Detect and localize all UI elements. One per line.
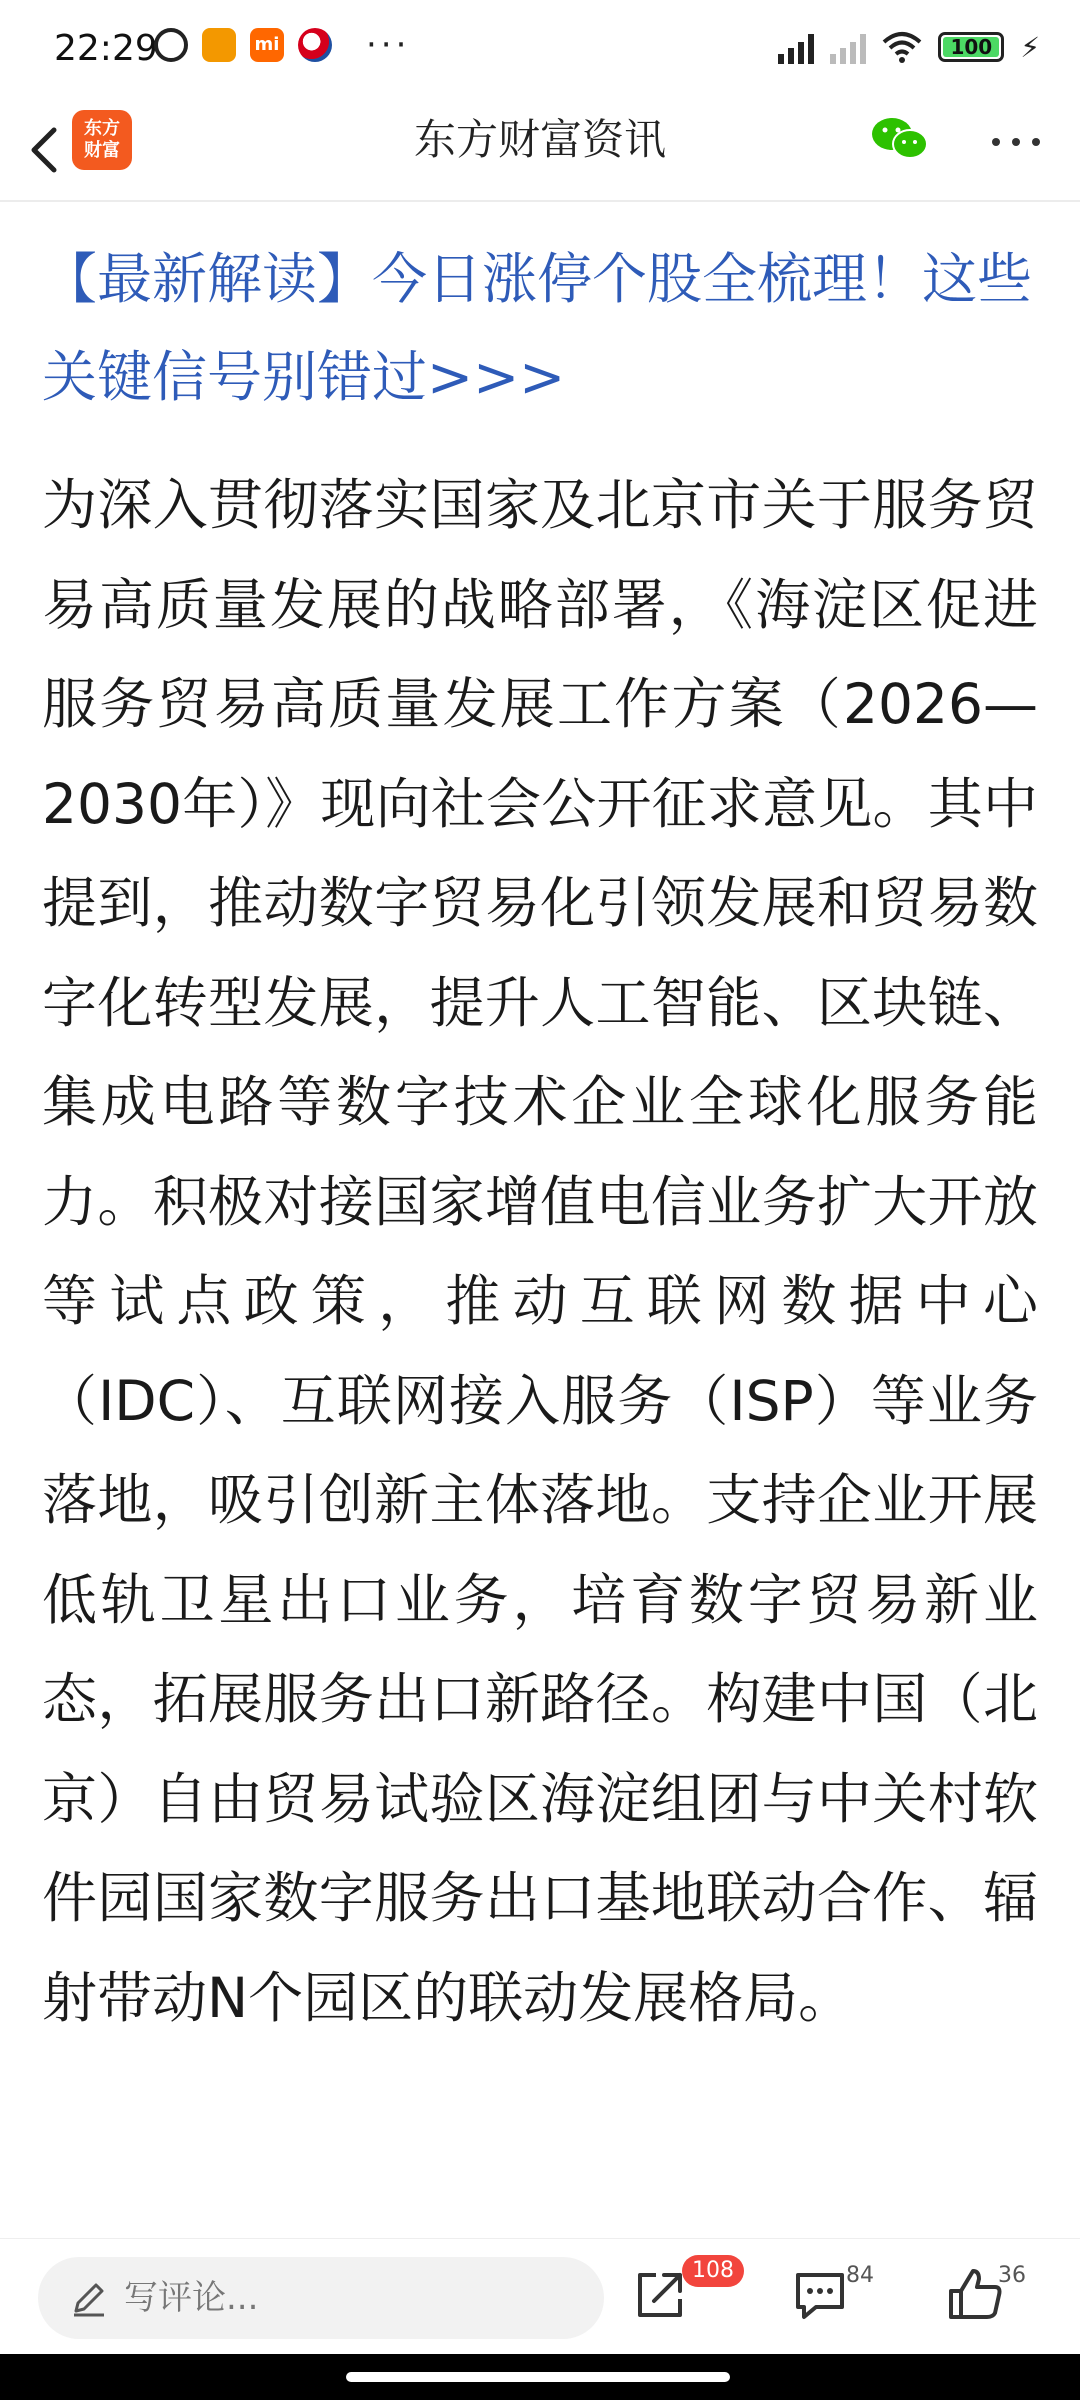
status-right-icons: [778, 30, 1040, 64]
mi-app-icon: mi: [250, 28, 284, 62]
charging-icon: ⚡: [1020, 30, 1040, 64]
battery-level: 100: [950, 35, 993, 59]
status-time: 22:29: [54, 28, 158, 69]
pencil-icon: [70, 2279, 108, 2317]
battery-icon: [938, 32, 1004, 62]
share-button[interactable]: [630, 2265, 690, 2325]
logo-text-line1: 东方: [84, 118, 120, 139]
more-notifications-icon: ···: [366, 25, 411, 65]
comment-count: 84: [846, 2263, 874, 2288]
like-count: 36: [998, 2263, 1026, 2288]
status-bar: [0, 0, 1080, 100]
promo-link[interactable]: 【最新解读】今日涨停个股全梳理！这些关键信号别错过>>>: [42, 247, 1033, 409]
comment-placeholder: 写评论...: [124, 2278, 259, 2318]
status-left-icons: [150, 25, 411, 65]
news-app-icon: [298, 28, 332, 62]
like-button[interactable]: [945, 2265, 1005, 2325]
comment-input[interactable]: [38, 2257, 604, 2339]
home-indicator[interactable]: [346, 2372, 730, 2382]
system-nav-bar: [0, 2354, 1080, 2400]
app-notification-icon: [202, 28, 236, 62]
share-count-badge: 108: [682, 2255, 744, 2287]
comments-button[interactable]: [790, 2265, 850, 2325]
signal-2-icon: [830, 30, 866, 64]
back-button[interactable]: [22, 124, 74, 176]
app-header: [0, 100, 1080, 202]
signal-icon: [778, 30, 814, 64]
alarm-icon: [154, 28, 188, 62]
header-title: 东方财富资讯: [413, 115, 666, 164]
article-content: [42, 230, 1038, 2048]
eastmoney-logo[interactable]: [72, 110, 132, 170]
wechat-share-icon[interactable]: [870, 114, 930, 164]
bottom-action-bar: [0, 2238, 1080, 2355]
article-body: 为深入贯彻落实国家及北京市关于服务贸易高质量发展的战略部署，《海淀区促进服务贸易高质量发展工作方案（2026—2030年）》现向社会公开征求意见。其中提到，推动数字贸易化引领发展和贸易数字化转型发展，提升人工智能、区块链、集成电路等数字技术企业全球化服务能力。积极对接国家增值电信业务扩大开放等试点政策，推动互联网数据中心（IDC）、互联网接入服务（ISP）等业务落地，吸引创新主体落地。支持企业开展低轨卫星出口业务，培育数字贸易新业态，拓展服务出口新路径。构建中国（北京）自由贸易试验区海淀组团与中关村软件园国家数字服务出口基地联动合作、辐射带动N个园区的联动发展格局。: [42, 473, 1038, 2030]
wifi-icon: [882, 30, 922, 64]
more-options-icon[interactable]: [988, 116, 1044, 166]
logo-text-line2: 财富: [84, 140, 120, 161]
